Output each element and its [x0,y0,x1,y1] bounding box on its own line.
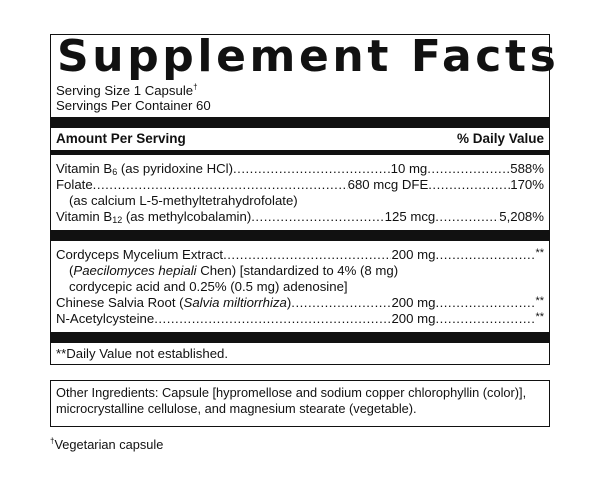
nutrient-dv: 170% [510,177,544,192]
leader-dots [435,247,535,263]
amount-header-row [56,131,544,147]
nutrient-name-post: (as methylcobalamin) [122,209,252,224]
panel-title: Supplement Facts [57,31,560,82]
nutrient-name: Folate [56,177,93,192]
other-ingredients-box [50,380,550,427]
leader-dots [93,177,348,193]
nutrient-dv: 588% [510,161,544,176]
leader-dots [428,177,510,193]
nutrient-row [56,177,544,193]
nutrient-sub: 6 [112,167,118,177]
supplement-facts-panel [50,31,560,365]
leader-dots [291,295,391,311]
ingredient-row [56,311,544,327]
leader-dots [435,209,499,225]
ingredient-name [56,295,291,311]
servings-per-container: Servings Per Container 60 [56,98,211,113]
ingredient-name-end: ) [286,295,292,310]
serving-size-text: Serving Size 1 Capsule [56,83,194,98]
thick-divider [51,117,549,128]
leader-dots [251,209,384,225]
vegetarian-note-text: Vegetarian capsule [54,437,164,452]
nutrient-name [56,161,233,177]
nutrient-name-pre: Vitamin B [56,209,113,224]
other-ingredients-text: Other Ingredients: Capsule [hypromellose and sodium copper chlorophyllin (color)], microcrystalline cellulose, and magnesium stearate (vegetable). [56,385,527,416]
cordyceps-detail-1: (Paecilomyces hepiali Chen) [standardized to 4% (8 mg) [69,263,399,278]
leader-dots [435,311,535,327]
ingredient-amount: 200 mg [391,295,436,310]
thick-divider [51,332,549,343]
nutrient-amount: 10 mg [390,161,428,176]
medium-divider [51,150,549,155]
ingredient-row [56,295,544,311]
dv-header: % Daily Value [456,131,544,146]
leader-dots [223,247,391,263]
dagger-mark: † [50,436,55,446]
nutrient-name-pre: Vitamin B [56,161,113,176]
leader-dots [435,295,535,311]
dagger-mark: † [193,82,198,92]
amount-header: Amount Per Serving [56,131,186,146]
nutrient-amount: 125 mcg [384,209,436,224]
folate-note: (as calcium L-5-methyltetrahydrofolate) [69,193,298,208]
leader-dots [233,161,391,177]
ingredient-amount: 200 mg [391,311,436,326]
ingredient-name: Cordyceps Mycelium Extract [56,247,224,262]
nutrient-name [56,209,251,225]
ingredient-name-text: Chinese Salvia Root ( [56,295,184,310]
nutrient-row [56,209,544,225]
vegetarian-note [50,437,163,452]
ingredient-row [56,247,544,263]
leader-dots [154,311,391,327]
serving-size [56,83,198,99]
nutrient-name-post: (as pyridoxine HCl) [117,161,234,176]
ingredient-name: N-Acetylcysteine [56,311,155,326]
thick-divider [51,230,549,241]
ingredient-amount: 200 mg [391,247,436,262]
species-name: Salvia miltiorrhiza [183,295,287,310]
leader-dots [427,161,510,177]
nutrient-dv: 5,208% [499,209,544,224]
nutrient-amount: 680 mcg DFE [347,177,429,192]
ingredient-dv: ** [535,247,544,259]
ingredient-dv: ** [535,295,544,307]
cordyceps-detail-1-text: Chen) [standardized to 4% (8 mg) [196,263,399,278]
nutrient-row [56,161,544,177]
species-name: Paecilomyces hepiali [73,263,197,278]
nutrient-sub: 12 [112,215,123,225]
cordyceps-detail-2: cordycepic acid and 0.25% (0.5 mg) adenosine] [69,279,348,294]
ingredient-dv: ** [535,311,544,323]
daily-value-footnote: **Daily Value not established. [56,346,229,361]
